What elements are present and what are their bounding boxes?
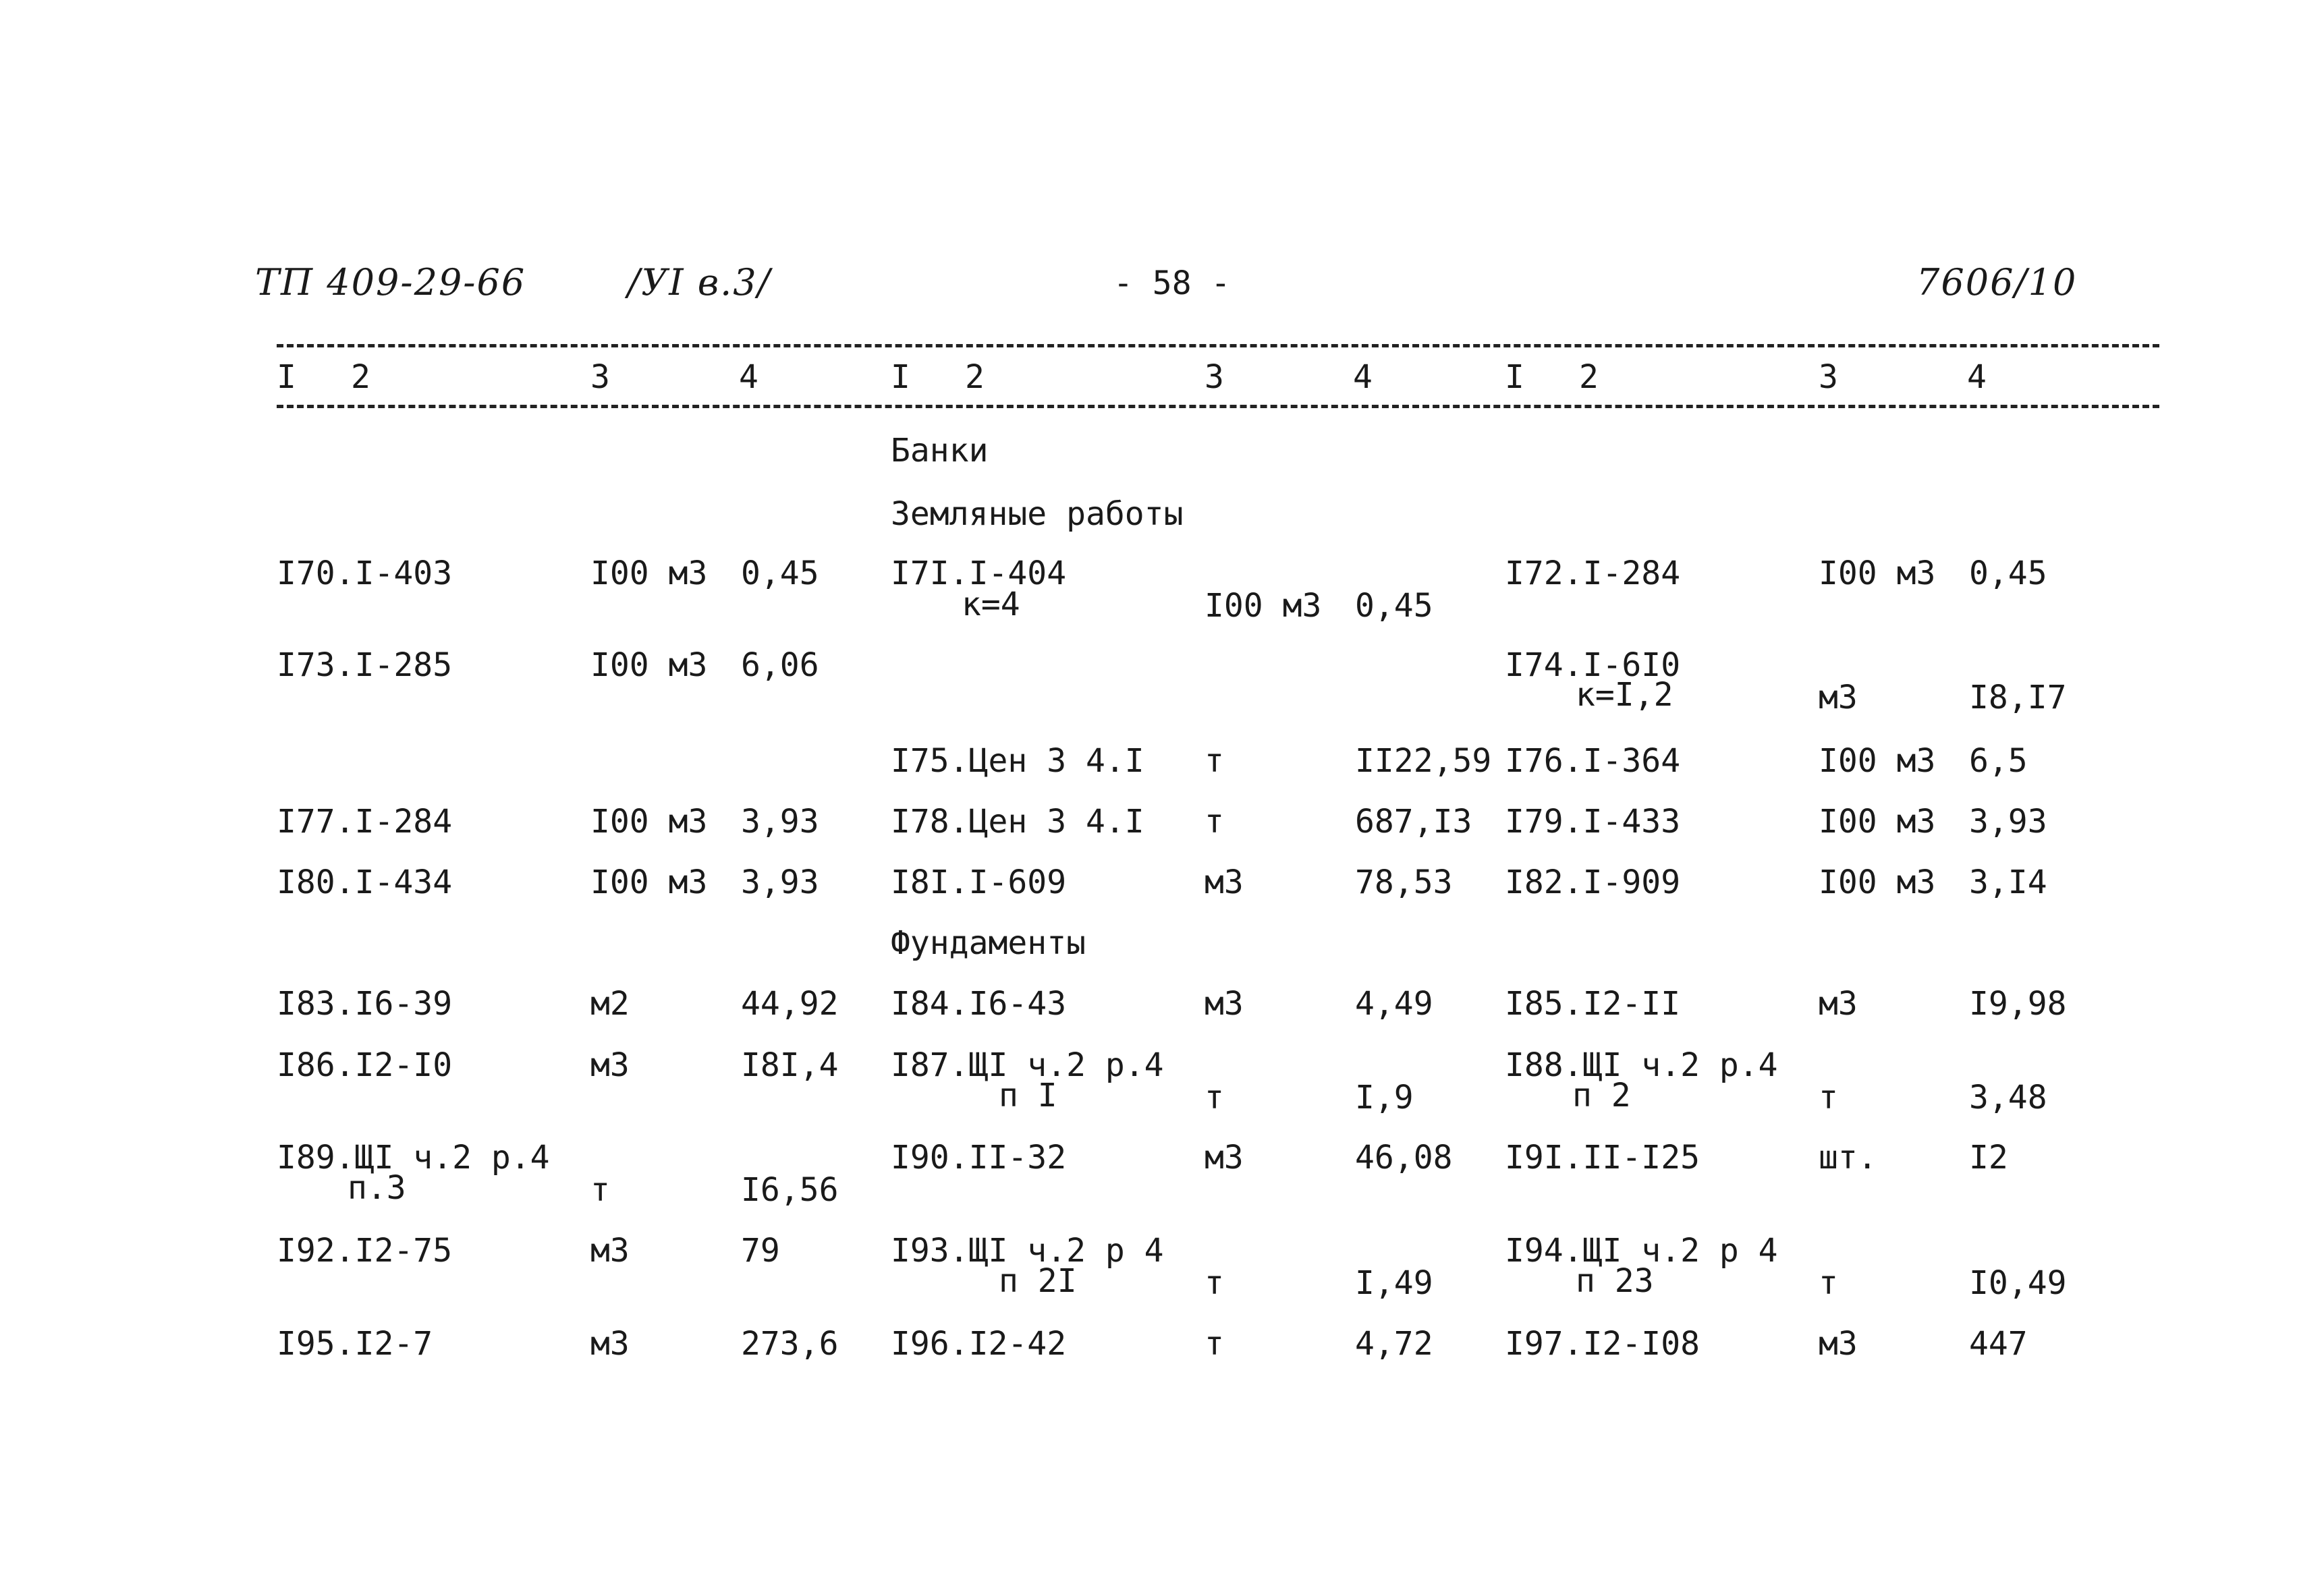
item-unit: м3	[1205, 1139, 1244, 1177]
header-rule-top	[277, 344, 2159, 347]
col-header-3-b: 3	[1205, 358, 1224, 396]
item-value: 44,92	[741, 985, 839, 1023]
item-code: I82.I-909	[1505, 863, 1681, 901]
section-title-banki: Банки	[891, 432, 989, 470]
item-unit: м3	[1205, 985, 1244, 1023]
item-value: 79	[741, 1232, 780, 1270]
item-code: I83.I6-39	[277, 985, 453, 1023]
item-code: I89.ЩI ч.2 р.4	[277, 1139, 550, 1177]
item-unit: I00 м3	[1205, 587, 1322, 625]
item-code-sub: п.3	[348, 1169, 406, 1207]
item-code: I73.I-285	[277, 646, 453, 684]
item-value: 6,06	[741, 646, 819, 684]
item-value: I,9	[1355, 1079, 1414, 1116]
item-unit: т	[590, 1171, 610, 1209]
col-header-3-c: 3	[1819, 358, 1838, 396]
item-value: I,49	[1355, 1264, 1433, 1302]
item-code: I7I.I-404	[891, 555, 1067, 592]
page-number: - 58 -	[1113, 264, 1231, 302]
item-value: 0,45	[741, 555, 819, 592]
item-unit: I00 м3	[1819, 863, 1936, 901]
item-code: I79.I-433	[1505, 803, 1681, 841]
col-header-3-a: 3	[590, 358, 610, 396]
item-unit: I00 м3	[1819, 555, 1936, 592]
item-code: I85.I2-II	[1505, 985, 1681, 1023]
col-header-2-a: 2	[351, 358, 370, 396]
item-value: 447	[1969, 1325, 2028, 1363]
item-code: I8I.I-609	[891, 863, 1067, 901]
item-value: 273,6	[741, 1325, 839, 1363]
item-code-sub: п 2I	[999, 1262, 1077, 1300]
item-unit: м3	[1819, 985, 1858, 1023]
item-code: I87.ЩI ч.2 р.4	[891, 1046, 1164, 1084]
document-code: ТП 409-29-66	[255, 261, 526, 304]
item-code: I77.I-284	[277, 803, 453, 841]
item-unit: I00 м3	[1819, 803, 1936, 841]
col-header-4-c: 4	[1967, 358, 1987, 396]
header-rule-bottom	[277, 405, 2159, 408]
item-unit: шт.	[1819, 1139, 1877, 1177]
item-value: 687,I3	[1355, 803, 1472, 841]
item-code: I93.ЩI ч.2 р 4	[891, 1232, 1164, 1270]
col-header-1-c: I	[1505, 358, 1524, 396]
item-value: 3,48	[1969, 1079, 2047, 1116]
inventory-number: 7606/10	[1916, 261, 2078, 304]
item-unit: м2	[590, 985, 630, 1023]
item-code: I75.Цен 3 4.I	[891, 742, 1144, 780]
item-unit: I00 м3	[590, 863, 708, 901]
item-code: I86.I2-I0	[277, 1046, 453, 1084]
section-title-foundations: Фундаменты	[891, 924, 1086, 962]
item-code: I96.I2-42	[891, 1325, 1067, 1363]
item-value: 78,53	[1355, 863, 1453, 901]
item-unit: м3	[1205, 863, 1244, 901]
item-code: I84.I6-43	[891, 985, 1067, 1023]
item-code-sub: к=I,2	[1576, 676, 1673, 714]
item-unit: I00 м3	[1819, 742, 1936, 780]
item-value: 4,49	[1355, 985, 1433, 1023]
item-code: I90.II-32	[891, 1139, 1067, 1177]
item-unit: т	[1205, 803, 1224, 841]
item-code: I76.I-364	[1505, 742, 1681, 780]
item-value: 46,08	[1355, 1139, 1453, 1177]
item-unit: I00 м3	[590, 646, 708, 684]
item-value: 3,93	[741, 803, 819, 841]
item-code: I78.Цен 3 4.I	[891, 803, 1144, 841]
item-unit: т	[1205, 1325, 1224, 1363]
item-code-sub: п 2	[1572, 1077, 1631, 1114]
item-code-sub: к=4	[962, 586, 1020, 623]
item-code-sub: п 23	[1576, 1262, 1654, 1300]
item-unit: т	[1819, 1079, 1838, 1116]
item-code-sub: п I	[999, 1077, 1057, 1114]
col-header-4-b: 4	[1353, 358, 1373, 396]
item-value: 0,45	[1355, 587, 1433, 625]
item-value: 6,5	[1969, 742, 2028, 780]
item-unit: т	[1819, 1264, 1838, 1302]
item-unit: м3	[590, 1232, 630, 1270]
item-code: I70.I-403	[277, 555, 453, 592]
col-header-1-b: I	[891, 358, 910, 396]
item-unit: т	[1205, 1079, 1224, 1116]
item-value: I2	[1969, 1139, 2008, 1177]
item-code: I80.I-434	[277, 863, 453, 901]
item-unit: м3	[590, 1325, 630, 1363]
item-code: I94.ЩI ч.2 р 4	[1505, 1232, 1778, 1270]
item-value: 3,I4	[1969, 863, 2047, 901]
item-value: I9,98	[1969, 985, 2067, 1023]
item-value: 0,45	[1969, 555, 2047, 592]
col-header-2-c: 2	[1579, 358, 1599, 396]
item-code: I74.I-6I0	[1505, 646, 1681, 684]
item-value: II22,59	[1355, 742, 1492, 780]
item-unit: I00 м3	[590, 803, 708, 841]
item-value: I8I,4	[741, 1046, 839, 1084]
item-code: I92.I2-75	[277, 1232, 453, 1270]
item-unit: I00 м3	[590, 555, 708, 592]
item-code: I72.I-284	[1505, 555, 1681, 592]
item-code: I9I.II-I25	[1505, 1139, 1700, 1177]
item-unit: м3	[1819, 1325, 1858, 1363]
volume-label: /УI в.3/	[628, 261, 771, 304]
col-header-1-a: I	[277, 358, 296, 396]
item-value: I8,I7	[1969, 679, 2067, 716]
item-unit: м3	[590, 1046, 630, 1084]
item-value: I6,56	[741, 1171, 839, 1209]
item-value: I0,49	[1969, 1264, 2067, 1302]
col-header-4-a: 4	[739, 358, 758, 396]
item-unit: т	[1205, 742, 1224, 780]
item-unit: м3	[1819, 679, 1858, 716]
section-title-earthworks: Земляные работы	[891, 495, 1184, 533]
item-code: I97.I2-I08	[1505, 1325, 1700, 1363]
col-header-2-b: 2	[965, 358, 985, 396]
item-value: 3,93	[741, 863, 819, 901]
item-code: I88.ЩI ч.2 р.4	[1505, 1046, 1778, 1084]
item-unit: т	[1205, 1264, 1224, 1302]
item-value: 3,93	[1969, 803, 2047, 841]
item-code: I95.I2-7	[277, 1325, 433, 1363]
item-value: 4,72	[1355, 1325, 1433, 1363]
